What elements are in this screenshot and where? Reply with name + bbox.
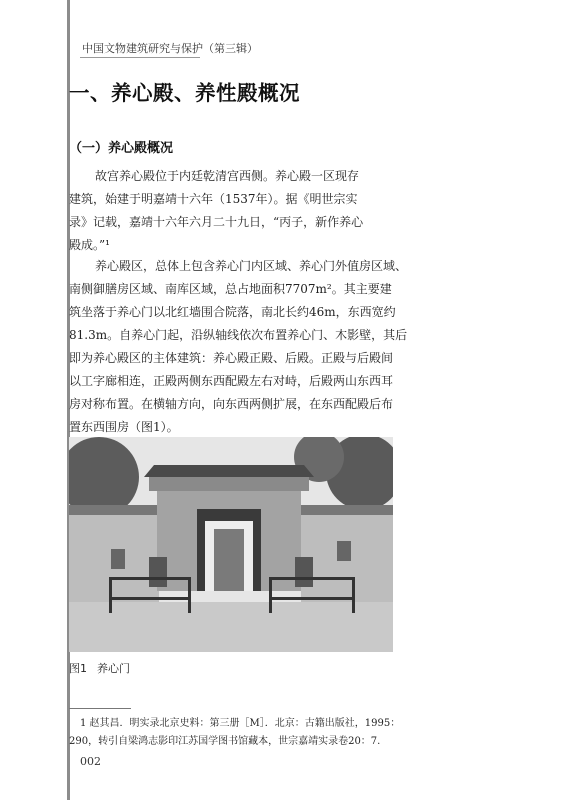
paragraph-line: 录》记载，嘉靖十六年六月二十九日，“丙子，新作养心 [69,215,364,229]
paragraph-line: 南侧御膳房区域、南库区域，总占地面积7707m²。其主要建 [69,282,392,296]
paragraph-line: 建筑，始建于明嘉靖十六年（1537年）。据《明世宗实 [69,192,358,206]
paragraph-line: 殿成。”¹ [69,238,110,252]
running-head: 中国文物建筑研究与保护（第三辑） [82,42,258,55]
footnote-line: 1 赵其昌．明实录北京史料：第三册［M］．北京：古籍出版社，1995： [80,718,401,729]
paragraph-line: 筑坐落于养心门以北红墙围合院落，南北长约46m，东西宽约 [69,305,396,319]
paragraph-line: 房对称布置。在横轴方向，向东西两侧扩展，在东西配殿后布 [69,397,394,411]
footnote [69,715,410,751]
paragraph-line: 以工字廊相连，正殿两侧东西配殿左右对峙，后殿两山东西耳 [69,374,394,388]
running-head-rule [80,57,200,58]
section-title: 一、养心殿、养性殿概况 [69,81,300,105]
paragraph-line: 养心殿区，总体上包含养心门内区域、养心门外值房区域、 [95,259,408,273]
subsection-title: （一）养心殿概况 [69,141,174,156]
figure-caption [69,660,130,676]
page-number: 002 [80,755,101,768]
paragraph-line: 即为养心殿区的主体建筑：养心殿正殿、后殿。正殿与后殿间 [69,351,394,365]
footnote-rule [69,708,131,709]
paragraph-line: 81.3m。自养心门起，沿纵轴线依次布置养心门、木影壁，其后 [69,328,408,342]
figure-caption-text: 养心门 [97,662,130,675]
footnote-line: 290，转引自梁鸿志影印江苏国学图书馆藏本，世宗嘉靖实录卷20：7. [69,736,381,747]
figure-number: 图1 [69,662,87,675]
paragraph-line: 置东西围房（图1）。 [69,420,179,434]
gate-illustration [69,437,393,652]
paragraph-1 [69,165,415,257]
paragraph-line: 故宫养心殿位于内廷乾清宫西侧。养心殿一区现存 [95,169,360,183]
paragraph-2 [69,255,415,439]
yangxin-gate-photo [69,437,393,652]
